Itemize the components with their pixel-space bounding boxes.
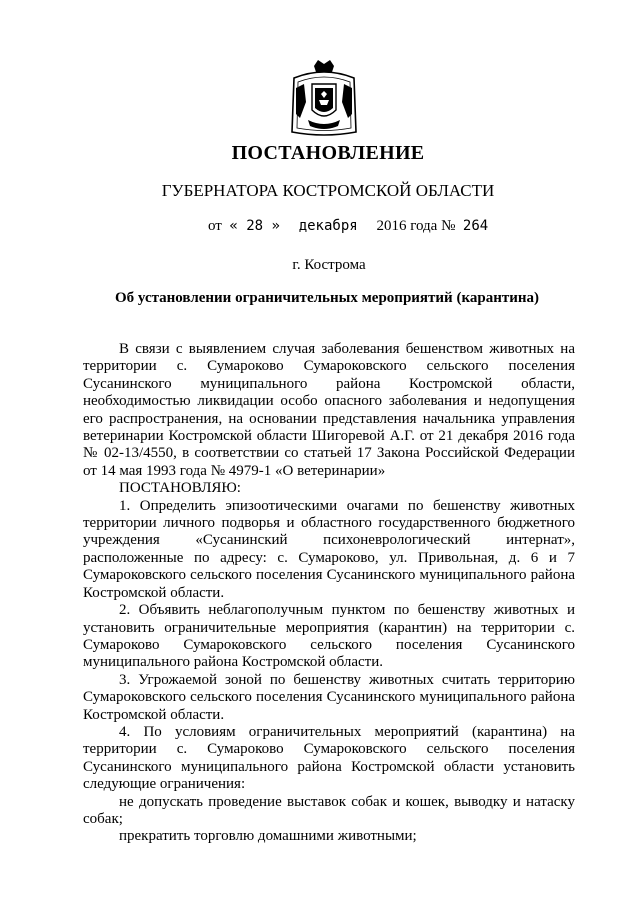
date-prefix: от bbox=[208, 218, 222, 234]
document-title: ПОСТАНОВЛЕНИЕ bbox=[231, 142, 425, 164]
paragraph-item-2: 2. Объявить неблагополучным пунктом по бешенству животных и установить ограничительные мероприятия (карантин) на территории с. Сумароково Сумароковского сельского поселения Сусанинского муниципального района Костромской области. bbox=[83, 602, 575, 671]
date-line bbox=[208, 218, 488, 235]
issuer-subtitle: ГУБЕРНАТОРА КОСТРОМСКОЙ ОБЛАСТИ bbox=[161, 181, 495, 200]
paragraph-item-3: 3. Угрожаемой зоной по бешенству животных считать территорию Сумароковского сельского поселения Сусанинского муниципального района Костромской области. bbox=[83, 671, 575, 723]
paragraph-preamble: В связи с выявлением случая заболевания бешенством животных на территории с. Сумароково Сумароковского сельского поселения Сусанинского муниципального района Костромской области, необходимостью ликвидации особо опасного заболевания и недопущения его распространения, на основании представления начальника управления ветеринарии Костромской области Шигоревой А.Г. от 21 декабря 2016 года № 02-13/4550, в соответствии со статьей 17 Закона Российской Федерации от 14 мая 1993 года № 4979-1 «О ветеринарии» bbox=[83, 341, 575, 479]
city-line: г. Кострома bbox=[292, 257, 366, 273]
document-body bbox=[83, 341, 575, 846]
date-year: 2016 года № bbox=[376, 218, 456, 234]
date-month: декабря bbox=[298, 218, 358, 234]
paragraph-restriction-1: не допускать проведение выставок собак и кошек, выводку и натаску собак; bbox=[83, 793, 575, 827]
paragraph-item-4: 4. По условиям ограничительных мероприятий (карантина) на территории с. Сумароково Сумароковского сельского поселения Сусанинского муниципального района Костромской области установить следующие ограничения: bbox=[83, 723, 575, 793]
document-number: 264 bbox=[462, 218, 489, 234]
document-heading: Об установлении ограничительных мероприятий (карантина) bbox=[114, 290, 539, 306]
paragraph-restriction-2: прекратить торговлю домашними животными; bbox=[119, 828, 417, 845]
coat-of-arms-icon bbox=[290, 58, 358, 140]
paragraph-item-1: 1. Определить эпизоотическими очагами по бешенству животных территории личного подворья и областного государственного бюджетного учреждения «Сусанинский психоневрологический интернат», расположенные по адресу: с. Сумароково, ул. Привольная, д. 6 и 7 Сумароковского сельского поселения Сусанинского муниципального района Костромской области. bbox=[83, 497, 575, 601]
date-day: « 28 » bbox=[229, 218, 280, 234]
paragraph-resolve: ПОСТАНОВЛЯЮ: bbox=[119, 480, 241, 497]
